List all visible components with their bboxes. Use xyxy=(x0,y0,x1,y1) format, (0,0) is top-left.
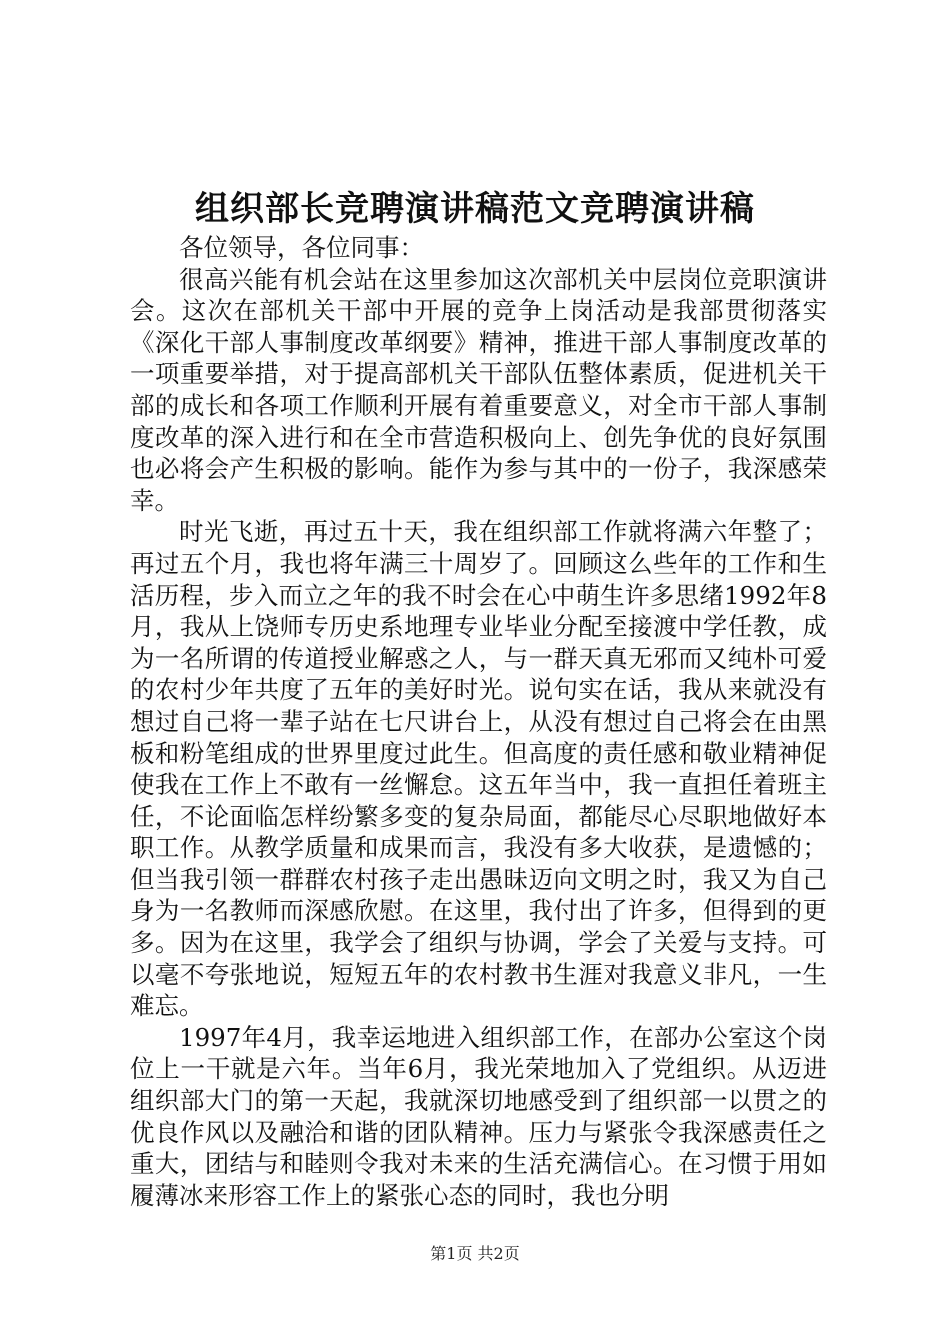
page-footer: 第1页 共2页 xyxy=(430,1244,520,1263)
paragraph-3: 1997年4月，我幸运地进入组织部工作，在部办公室这个岗位上一干就是六年。当年6月，我光荣地加入了党组织。从迈进组织部大门的第一天起，我就深切地感受到了组织部一以贯之的优良作风以及融洽和谐的团队精神。压力与紧张令我深感责任之重大，团结与和睦则令我对未来的生活充满信心。在习惯于用如履薄冰来形容工作上的紧张心态的同时，我也分明 xyxy=(130,1022,827,1210)
document-body xyxy=(130,232,827,1211)
paragraph-1: 很高兴能有机会站在这里参加这次部机关中层岗位竞职演讲会。这次在部机关干部中开展的竞争上岗活动是我部贯彻落实《深化干部人事制度改革纲要》精神，推进干部人事制度改革的一项重要举措，对于提高部机关干部队伍整体素质，促进机关干部的成长和各项工作顺利开展有着重要意义，对全市干部人事制度改革的深入进行和在全市营造积极向上、创先争优的良好氛围也必将会产生积极的影响。能作为参与其中的一份子，我深感荣幸。 xyxy=(130,264,827,515)
document-title: 组织部长竞聘演讲稿范文竞聘演讲稿 xyxy=(195,189,755,229)
salutation: 各位领导，各位同事： xyxy=(179,233,424,262)
paragraph-2: 时光飞逝，再过五十天，我在组织部工作就将满六年整了；再过五个月，我也将年满三十周岁了。回顾这么些年的工作和生活历程，步入而立之年的我不时会在心中萌生许多思绪1992年8月，我从上饶师专历史系地理专业毕业分配至接渡中学任教，成为一名所谓的传道授业解惑之人，与一群天真无邪而又纯朴可爱的农村少年共度了五年的美好时光。说句实在话，我从来就没有想过自己将一辈子站在七尺讲台上，从没有想过自己将会在由黑板和粉笔组成的世界里度过此生。但高度的责任感和敬业精神促使我在工作上不敢有一丝懈怠。这五年当中，我一直担任着班主任，不论面临怎样纷繁多变的复杂局面，都能尽心尽职地做好本职工作。从教学质量和成果而言，我没有多大收获，是遗憾的；但当我引领一群群农村孩子走出愚昧迈向文明之时，我又为自己身为一名教师而深感欣慰。在这里，我付出了许多，但得到的更多。因为在这里，我学会了组织与协调，学会了关爱与支持。可以毫不夸张地说，短短五年的农村教书生涯对我意义非凡，一生难忘。 xyxy=(130,517,827,1021)
